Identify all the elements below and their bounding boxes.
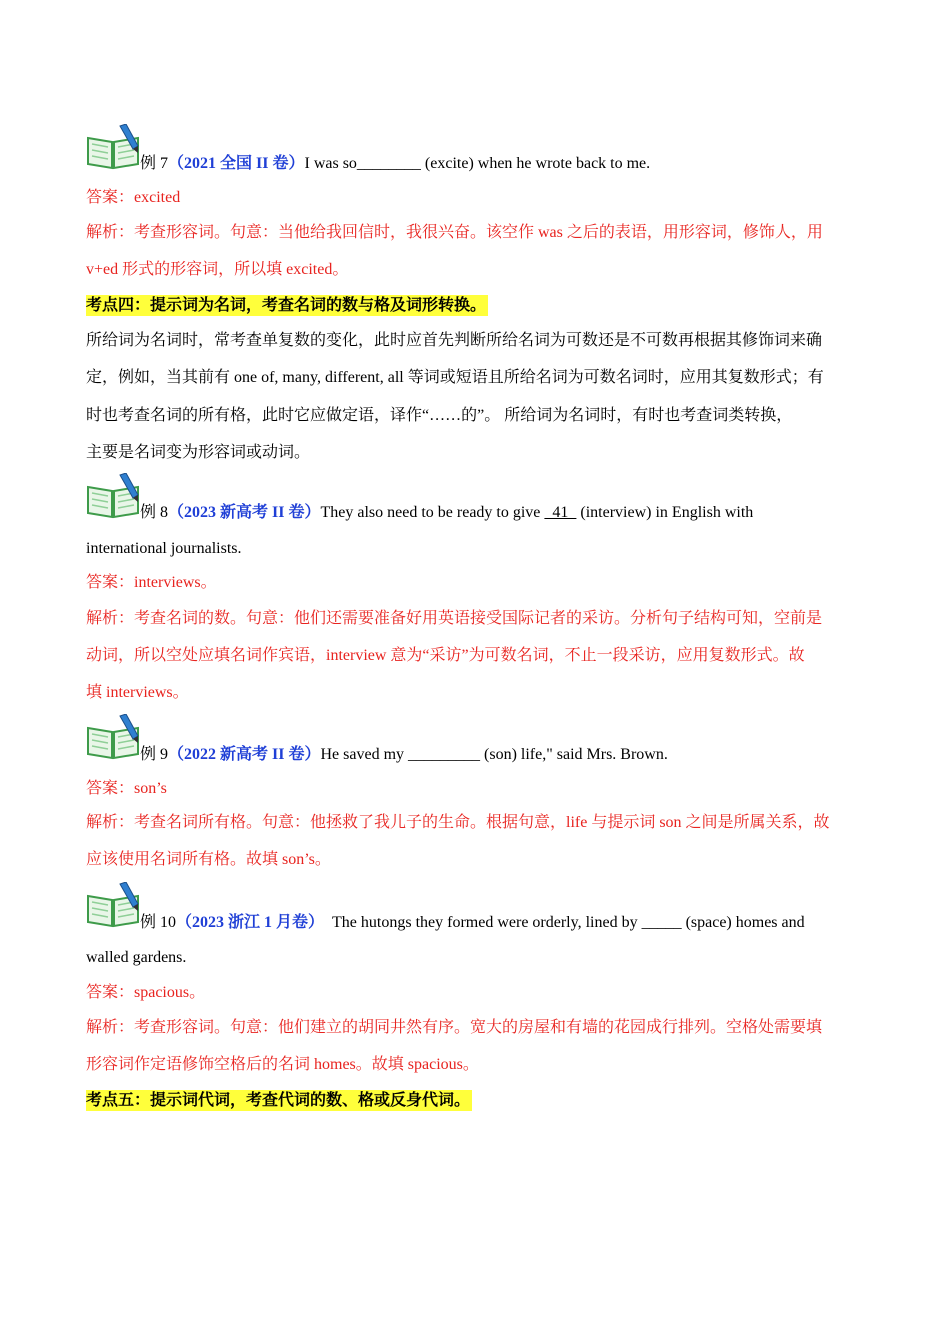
kaodian-4-body-line-3: 时也考查名词的所有格，此时它应做定语，译作“……的”。 所给词为名词时，有时也考查词类转换， (86, 407, 793, 424)
example-10-analysis-line-1: 解析：考查形容词。句意：他们建立的胡同井然有序。宽大的房屋和有墙的花园成行排列。空格处需要填 (86, 1019, 823, 1036)
example-8-analysis-line-2: 动词，所以空处应填名词作宾语，interview 意为“采访”为可数名词，不止一段采访，应用复数形式。故 (86, 647, 805, 664)
kaodian-4-body-line-1: 所给词为名词时，常考查单复数的变化，此时应首先判断所给名词为可数还是不可数再根据其修饰词来确 (86, 332, 823, 349)
example-10-analysis-line-2: 形容词作定语修饰空格后的名词 homes。故填 spacious。 (86, 1056, 479, 1073)
example-10-question-line-2: walled gardens. (86, 949, 187, 966)
kaodian-4-body-line-4: 主要是名词变为形容词或动词。 (86, 444, 311, 461)
example-7-answer: 答案：excited (86, 189, 181, 206)
example-8-question-line-2: international journalists. (86, 540, 242, 557)
kaodian-4-heading: 考点四：提示词为名词，考查名词的数与格及词形转换。 (86, 297, 487, 314)
example-10-question: 例 10（2023 浙江 1 月卷） The hutongs they formed were orderly, lined by _____ (space) homes and (140, 914, 805, 931)
example-8-analysis-line-1: 解析：考查名词的数。句意：他们还需要准备好用英语接受国际记者的采访。分析句子结构可知，空前是 (86, 610, 823, 627)
example-7-question: 例 7（2021 全国 II 卷）I was so________ (excite) when he wrote back to me. (140, 155, 651, 172)
example-9-analysis-line-2: 应该使用名词所有格。故填 son’s。 (86, 851, 331, 868)
example-10-answer: 答案：spacious。 (86, 984, 206, 1001)
example-8-question: 例 8（2023 新高考 II 卷）They also need to be ready to give 41 (interview) in English with (140, 504, 754, 521)
book-pencil-icon (86, 714, 140, 760)
kaodian-4-body-line-2: 定，例如，当其前有 one of, many, different, all 等词或短语且所给名词为可数名词时，应用其复数形式；有 (86, 369, 824, 386)
book-pencil-icon (86, 124, 140, 170)
book-pencil-icon (86, 473, 140, 519)
kaodian-5-heading: 考点五：提示词代词，考查代词的数、格或反身代词。 (86, 1092, 471, 1109)
example-8-analysis-line-3: 填 interviews。 (86, 684, 189, 701)
example-8-answer: 答案：interviews。 (86, 574, 217, 591)
example-7-analysis-line-2: v+ed 形式的形容词，所以填 excited。 (86, 261, 349, 278)
example-7-analysis-line-1: 解析：考查形容词。句意：当他给我回信时，我很兴奋。该空作 was 之后的表语，用形容词，修饰人，用 (86, 224, 823, 241)
example-9-question: 例 9（2022 新高考 II 卷）He saved my _________ (son) life," said Mrs. Brown. (140, 746, 668, 763)
example-9-answer: 答案：son’s (86, 780, 167, 797)
book-pencil-icon (86, 882, 140, 928)
example-9-analysis-line-1: 解析：考查名词所有格。句意：他拯救了我儿子的生命。根据句意，life 与提示词 son 之间是所属关系，故 (86, 814, 830, 831)
